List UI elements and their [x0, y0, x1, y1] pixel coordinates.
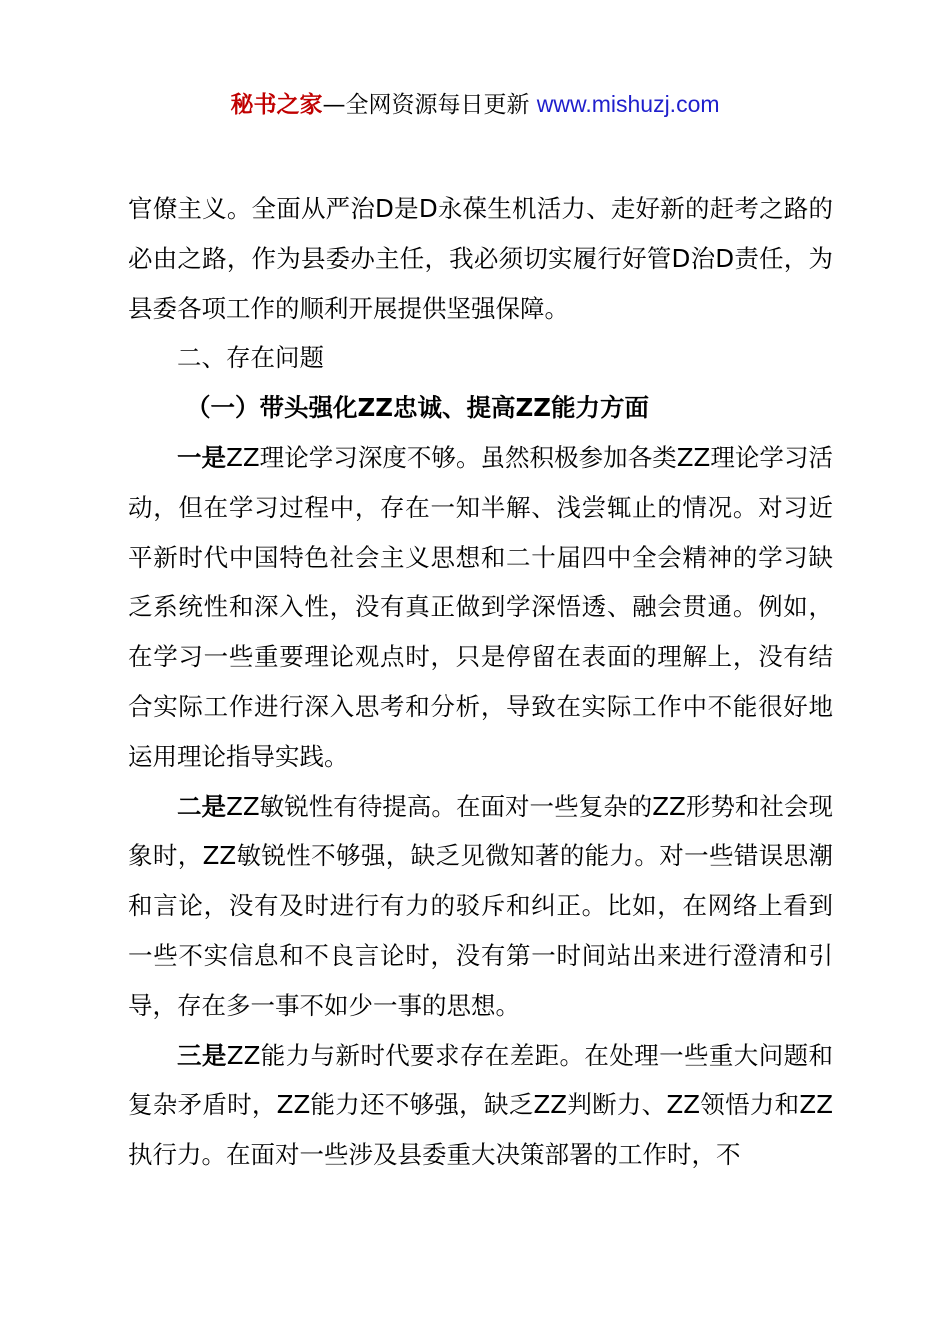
item-text: ZZ理论学习深度不够。虽然积极参加各类ZZ理论学习活动，但在学习过程中，存在一知半解、浅尝辄止的情况。对习近平新时代中国特色社会主义思想和二十届四中全会精神的学习缺乏系统性和深入性，没有真正做到学深悟透、融会贯通。例如，在学习一些重要理论观点时，只是停留在表面的理解上，没有结合实际工作进行深入思考和分析，导致在实际工作中不能很好地运用理论指导实践。	[128, 442, 834, 771]
problem-item-2	[128, 782, 833, 1031]
item-label: 二是	[177, 791, 227, 821]
paragraph-intro: 官僚主义。全面从严治D是D永葆生机活力、走好新的赶考之路的必由之路，作为县委办主任，我必须切实履行好管D治D责任，为县委各项工作的顺利开展提供坚强保障。	[128, 194, 833, 323]
site-header	[0, 84, 950, 125]
section-title: 二、存在问题	[177, 343, 324, 373]
problem-item-3	[128, 1031, 833, 1180]
header-slogan: —全网资源每日更新	[322, 92, 537, 118]
problem-item-1	[128, 433, 833, 782]
brand-name: 秘书之家	[230, 92, 323, 118]
site-url-link[interactable]: www.mishuzj.com	[536, 91, 720, 117]
item-text: ZZ能力与新时代要求存在差距。在处理一些重大问题和复杂矛盾时，ZZ能力还不够强，缺乏ZZ判断力、ZZ领悟力和ZZ执行力。在面对一些涉及县委重大决策部署的工作时，不	[128, 1040, 833, 1170]
item-label: 一是	[177, 442, 227, 472]
item-text: ZZ敏锐性有待提高。在面对一些复杂的ZZ形势和社会现象时，ZZ敏锐性不够强，缺乏见微知著的能力。对一些错误思潮和言论，没有及时进行有力的驳斥和纠正。比如，在网络上看到一些不实信息和不良言论时，没有第一时间站出来进行澄清和引导，存在多一事不如少一事的思想。	[128, 791, 834, 1020]
subsection-title: （一）带头强化ZZ忠诚、提高ZZ能力方面	[186, 393, 650, 423]
document-body	[128, 184, 833, 1180]
item-label: 三是	[177, 1040, 227, 1070]
